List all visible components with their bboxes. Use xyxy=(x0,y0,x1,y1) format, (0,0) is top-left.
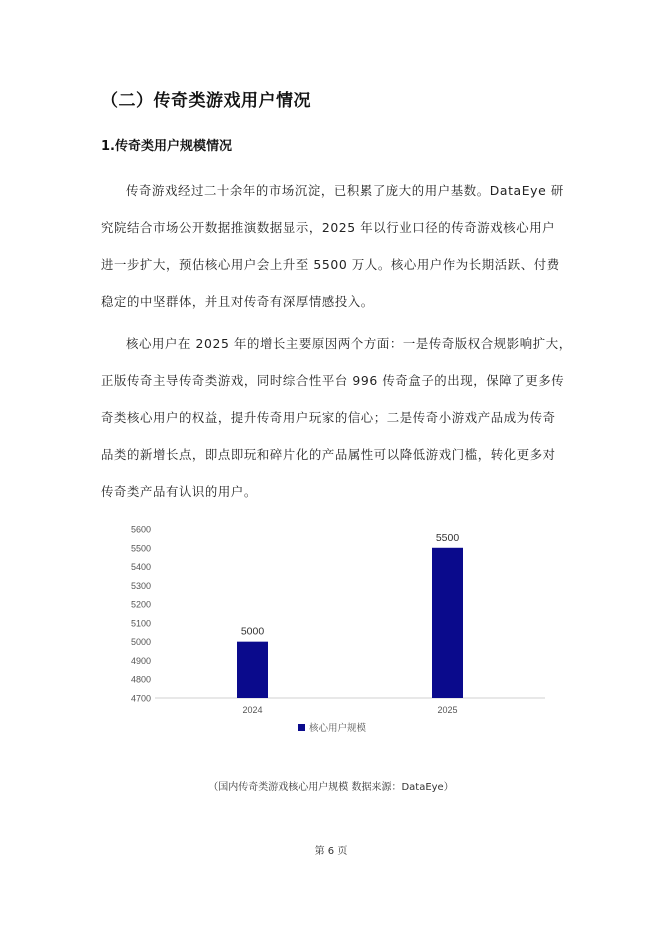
paragraph-line: 品类的新增长点，即点即玩和碎片化的产品属性可以降低游戏门槛，转化更多对 xyxy=(101,447,556,462)
y-tick-label: 4700 xyxy=(130,693,151,704)
data-label: 5000 xyxy=(240,625,265,638)
y-tick-label: 5000 xyxy=(130,637,151,648)
paragraph-line: 传奇类产品有认识的用户。 xyxy=(101,484,257,499)
paragraph-line: 究院结合市场公开数据推演数据显示，2025 年以行业口径的传奇游戏核心用户 xyxy=(101,220,556,235)
paragraph-line: 奇类核心用户的权益，提升传奇用户玩家的信心；二是传奇小游戏产品成为传奇 xyxy=(101,410,556,425)
y-tick-label: 5600 xyxy=(130,524,151,535)
y-tick-label: 4900 xyxy=(130,655,151,666)
legend-label: 核心用户规模 xyxy=(309,723,367,734)
bar-chart xyxy=(100,515,560,750)
bar-2025 xyxy=(432,548,463,698)
data-label: 5500 xyxy=(435,531,460,544)
y-tick-label: 5500 xyxy=(130,543,151,554)
page-number: 第 6 页 xyxy=(314,846,348,857)
x-tick-label: 2025 xyxy=(437,705,458,715)
paragraph-line: 稳定的中坚群体，并且对传奇有深厚情感投入。 xyxy=(101,294,374,309)
subsection-title: 1.传奇类用户规模情况 xyxy=(101,139,232,154)
y-tick-label: 5300 xyxy=(130,580,151,591)
section-title: （二）传奇类游戏用户情况 xyxy=(101,91,311,111)
y-tick-label: 5400 xyxy=(130,562,151,573)
paragraph-1 xyxy=(101,172,564,320)
figure-caption: （国内传奇类游戏核心用户规模 数据来源：DataEye） xyxy=(208,782,454,793)
bar-2024 xyxy=(237,642,268,698)
paragraph-2 xyxy=(101,325,572,510)
x-tick-label: 2024 xyxy=(242,705,263,715)
legend-swatch xyxy=(298,724,305,731)
paragraph-line: 核心用户在 2025 年的增长主要原因两个方面：一是传奇版权合规影响扩大， xyxy=(126,336,572,351)
y-tick-label: 4800 xyxy=(130,674,151,685)
bar-chart-svg xyxy=(100,515,560,750)
y-tick-label: 5100 xyxy=(130,618,151,629)
y-tick-label: 5200 xyxy=(130,599,151,610)
paragraph-line: 正版传奇主导传奇类游戏，同时综合性平台 996 传奇盒子的出现，保障了更多传 xyxy=(101,373,565,388)
paragraph-line: 进一步扩大，预估核心用户会上升至 5500 万人。核心用户作为长期活跃、付费 xyxy=(101,257,560,272)
paragraph-line: 传奇游戏经过二十余年的市场沉淀，已积累了庞大的用户基数。DataEye 研 xyxy=(126,183,564,198)
